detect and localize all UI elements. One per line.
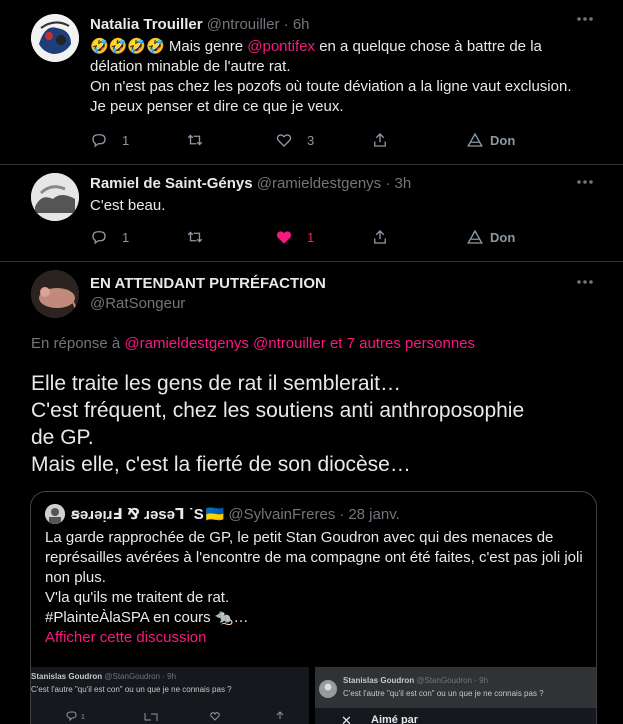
retweet-button[interactable] [186, 228, 218, 246]
heart-outline-icon [275, 131, 293, 149]
avatar[interactable] [31, 173, 79, 221]
reply-button[interactable]: 1 [90, 131, 129, 149]
like-button[interactable]: 3 [275, 131, 314, 149]
tweet-header [90, 15, 603, 35]
tip-button[interactable]: Don [466, 131, 515, 149]
timestamp[interactable]: 3h [394, 175, 412, 192]
heart-filled-icon [275, 228, 293, 246]
quote-handle: @SylvainFreres [228, 505, 336, 523]
more-options-icon[interactable] [575, 277, 595, 287]
main-tweet-text: Elle traite les gens de rat il semblerait… C'est fréquent, chez les soutiens anti anthroposophie de GP. Mais elle, c'est la fierté de son diocèse… [31, 372, 525, 476]
close-icon[interactable]: ✕ [341, 713, 352, 724]
reply-icon [90, 228, 108, 246]
tweet-actions [90, 227, 603, 247]
separator: · [283, 16, 289, 33]
retweet-icon [186, 228, 204, 246]
retweet-icon [186, 131, 204, 149]
tip-icon [466, 228, 484, 246]
quote-avatar [45, 504, 65, 524]
author-handle[interactable]: @RatSongeur [90, 295, 186, 312]
author-handle[interactable]: @ramieldestgenys [256, 175, 382, 192]
tweet-natalia[interactable] [0, 0, 623, 165]
flag-emoji: 🇺🇦 [205, 506, 225, 523]
share-button[interactable] [371, 131, 389, 149]
avatar-image-icon [31, 173, 79, 221]
avatar[interactable] [31, 14, 79, 62]
tip-button[interactable]: Don [466, 228, 515, 246]
separator: · [385, 175, 391, 192]
tip-icon [466, 131, 484, 149]
quoted-tweet[interactable] [30, 491, 597, 724]
tweet-text: 🤣🤣🤣🤣 Mais genre @pontifex en a quelque chose à battre de la délation minable de l'autre rat. On n'est pas chez les pozofs où toute déviation a la ligne vaut exclusion. Je peux penser et dire ce que je veux. [90, 38, 572, 115]
author-name[interactable]: Natalia Trouiller [90, 16, 203, 33]
mention-link[interactable]: @pontifex [247, 38, 316, 55]
retweet-button[interactable] [186, 131, 218, 149]
reply-button[interactable]: 1 [90, 228, 129, 246]
reply-icon [90, 131, 108, 149]
quote-media[interactable] [31, 667, 596, 724]
reply-mentions-link[interactable]: @ramieldestgenys @ntrouiller et 7 autres personnes [124, 335, 476, 352]
show-thread-link[interactable]: Afficher cette discussion [45, 629, 207, 646]
tweet-actions [90, 130, 603, 150]
avatar[interactable] [31, 270, 79, 318]
author-handle[interactable]: @ntrouiller [206, 16, 280, 33]
svg-text:1: 1 [81, 714, 85, 721]
like-button[interactable]: 1 [275, 228, 314, 246]
liked-by-title: Aimé par [371, 714, 419, 724]
quote-text: La garde rapprochée de GP, le petit Stan Goudron avec qui des menaces de représailles avérées à l'encontre de ma compagne ont été faites, c'est pas joli joli non plus. V'la qu'ils me traitent de rat. #PlainteÀlaSPA en cours 🐀… Afficher cette discussion [45, 529, 583, 646]
thumb2-overlay [315, 667, 596, 708]
timestamp[interactable]: 6h [292, 16, 310, 33]
share-icon [371, 228, 389, 246]
thumb2-avatar-icon [319, 680, 337, 698]
quote-avatar-icon [45, 504, 65, 524]
author-name[interactable]: EN ATTENDANT PUTRÉFACTION [90, 275, 326, 292]
media-thumbnail-2[interactable]: Stanislas Goudron @StanGoudron · 9h C'est l'autre "qu'il est con" ou un que je ne connais pas ? ✕ Aimé par [315, 667, 596, 724]
quote-timestamp: 28 janv. [348, 505, 400, 523]
author-name[interactable]: Ramiel de Saint-Génys [90, 175, 253, 192]
avatar-image-icon [31, 270, 79, 318]
share-button[interactable] [371, 228, 389, 246]
share-icon [371, 131, 389, 149]
tweet-header [90, 174, 603, 194]
quote-author-name: ꞩǝɹǝᴉɹℲ ⅋ ɹǝsǝꞀ ˙S [71, 506, 204, 523]
quote-header: ꞩǝɹǝᴉɹℲ ⅋ ɹǝsǝꞀ ˙S 🇺🇦 @SylvainFreres · 28 janv. [45, 504, 400, 524]
emoji: 🤣🤣🤣🤣 [90, 38, 165, 55]
media-thumbnail-1[interactable]: Stanislas Goudron @StanGoudron · 9h C'est l'autre "qu'il est con" ou un que je ne connais pas ? 1 [31, 667, 311, 724]
thumb-actions-icon [65, 711, 295, 723]
avatar-image-icon [31, 14, 79, 62]
tweet-ramiel[interactable] [0, 165, 623, 262]
reply-context: En réponse à @ramieldestgenys @ntrouiller et 7 autres personnes [31, 335, 476, 352]
tweet-text: C'est beau. [90, 197, 166, 214]
